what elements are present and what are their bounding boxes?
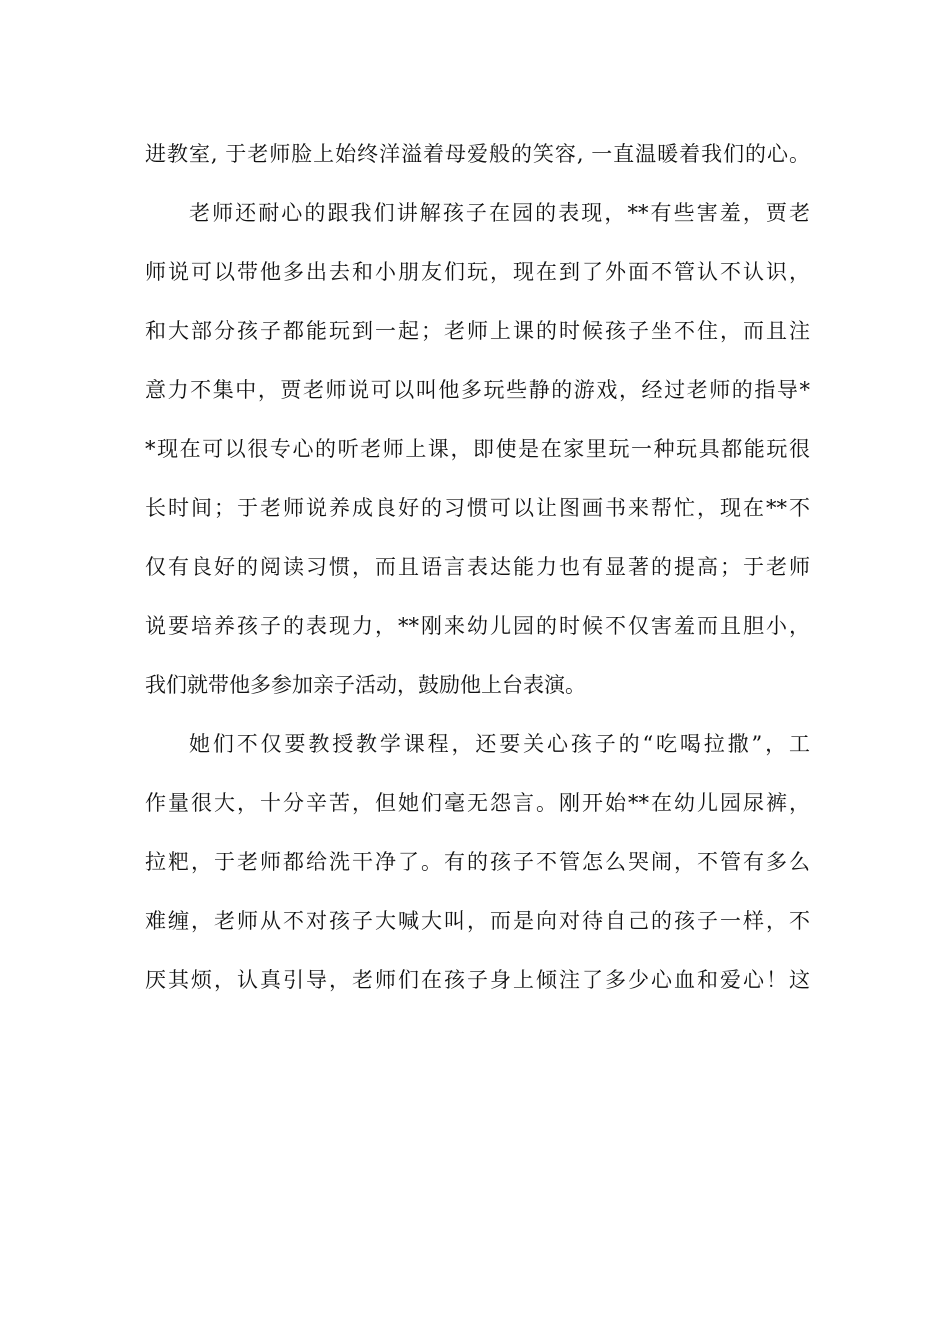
- body-text: [145, 125, 810, 1010]
- text-line: 拉粑，于老师都给洗干净了。有的孩子不管怎么哭闹，不管有多么: [145, 850, 810, 874]
- text-line: 进教室, 于老师脸上始终洋溢着母爱般的笑容, 一直温暖着我们的心。: [145, 142, 810, 166]
- text-line: 意力不集中，贾老师说可以叫他多玩些静的游戏，经过老师的指导*: [145, 378, 810, 402]
- text-line: 难缠，老师从不对孩子大喊大叫，而是向对待自己的孩子一样，不: [145, 909, 810, 933]
- text-line: 和大部分孩子都能玩到一起；老师上课的时候孩子坐不住，而且注: [145, 319, 810, 343]
- text-line: 作量很大，十分辛苦，但她们毫无怨言。刚开始**在幼儿园尿裤，: [145, 791, 810, 815]
- text-line: 长时间；于老师说养成良好的习惯可以让图画书来帮忙，现在**不: [145, 496, 810, 520]
- text-line: *现在可以很专心的听老师上课，即使是在家里玩一种玩具都能玩很: [145, 437, 810, 461]
- text-line: 仅有良好的阅读习惯，而且语言表达能力也有显著的提高；于老师: [145, 555, 810, 579]
- text-line: 我们就带他多参加亲子活动，鼓励他上台表演。: [145, 673, 586, 697]
- text-line: 说要培养孩子的表现力，**刚来幼儿园的时候不仅害羞而且胆小，: [145, 614, 810, 638]
- text-line: 厌其烦，认真引导，老师们在孩子身上倾注了多少心血和爱心！这: [145, 968, 810, 992]
- paragraph-first-line: 她们不仅要教授教学课程，还要关心孩子的“吃喝拉撒”，工: [189, 732, 810, 756]
- paragraph-first-line: 老师还耐心的跟我们讲解孩子在园的表现，**有些害羞，贾老: [189, 201, 810, 225]
- text-line: 师说可以带他多出去和小朋友们玩，现在到了外面不管认不认识，: [145, 260, 810, 284]
